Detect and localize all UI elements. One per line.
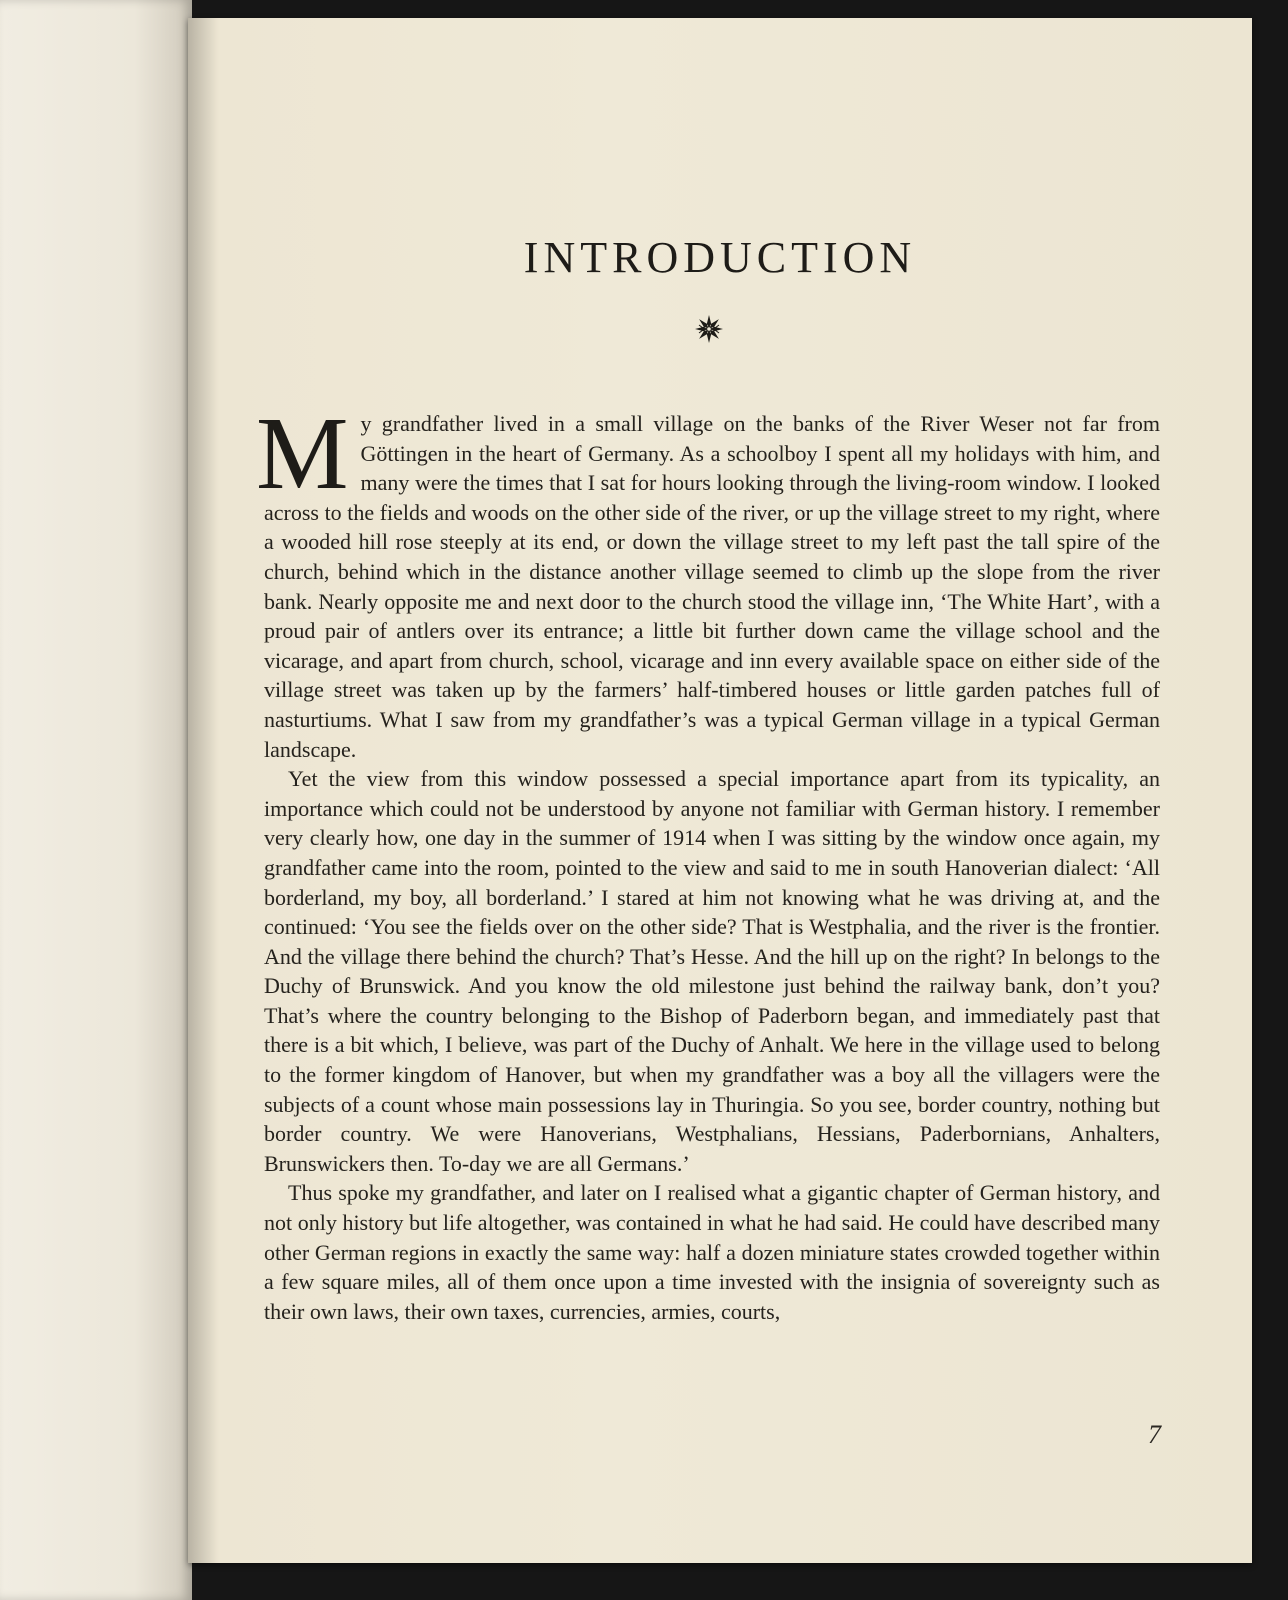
- paragraph-3: Thus spoke my grandfather, and later on I realised what a gigantic chapter of German history, and not only history but life altogether, was contained in what he had said. He could have described many other German regions in exactly the same way: half a dozen miniature states crowded together within a few square miles, all of them once upon a time invested with the insignia of sovereignty such as their own laws, their own taxes, currencies, armies, courts,: [264, 1180, 1160, 1324]
- chapter-title: INTRODUCTION: [523, 233, 917, 282]
- paragraph-1-text: y grandfather lived in a small village on the banks of the River Weser not far from Göttingen in the heart of Germany. As a schoolboy I spent all my holidays with him, and many were the times that I sat for hours looking through the living-room window. I looked across to the fields and woods on the other side of the river, or up the village street to my right, where a wooded hill rose steeply at its end, or down the village street to my left past the tall spire of the church, behind which in the distance another village seemed to climb up the slope from the river bank. Nearly opposite me and next door to the church stood the village inn, ‘The White Hart’, with a proud pair of antlers over its entrance; a little bit further down came the village school and the vicarage, and apart from church, school, vicarage and inn every available space on either side of the village street was taken up by the farmers’ half-timbered houses or little garden patches full of nasturtiums. What I saw from my grandfather’s was a typical German village in a typical German landscape.: [264, 411, 1160, 762]
- page-number: 7: [1148, 1420, 1161, 1449]
- left-page-edge: [0, 0, 192, 1600]
- paragraph-1: [256, 396, 1160, 764]
- asterisk-flower-ornament-icon: [693, 313, 725, 345]
- paragraph-2: Yet the view from this window possessed a special importance apart from its typicality, an importance which could not be understood by anyone not familiar with German history. I remember very clearly how, one day in the summer of 1914 when I was sitting by the window once again, my grandfather came into the room, pointed to the view and said to me in south Hanoverian dialect: ‘All borderland, my boy, all borderland.’ I stared at him not knowing what he was driving at, and the continued: ‘You see the fields over on the other side? That is Westphalia, and the river is the frontier. And the village there behind the church? That’s Hesse. And the hill up on the right? In belongs to the Duchy of Brunswick. And you know the old milestone just behind the railway bank, don’t you? That’s where the country belonging to the Bishop of Paderborn began, and immediately past that there is a bit which, I believe, was part of the Duchy of Anhalt. We here in the village used to belong to the former kingdom of Hanover, but when my grandfather was a boy all the villagers were the subjects of a count whose main possessions lay in Thuringia. So you see, border country, nothing but border country. We were Hanoverians, Westphalians, Hessians, Paderbornians, Anhalters, Brunswickers then. To-day we are all Germans.’: [264, 766, 1160, 1176]
- drop-cap: M: [256, 396, 349, 511]
- body-text: [256, 396, 1160, 1326]
